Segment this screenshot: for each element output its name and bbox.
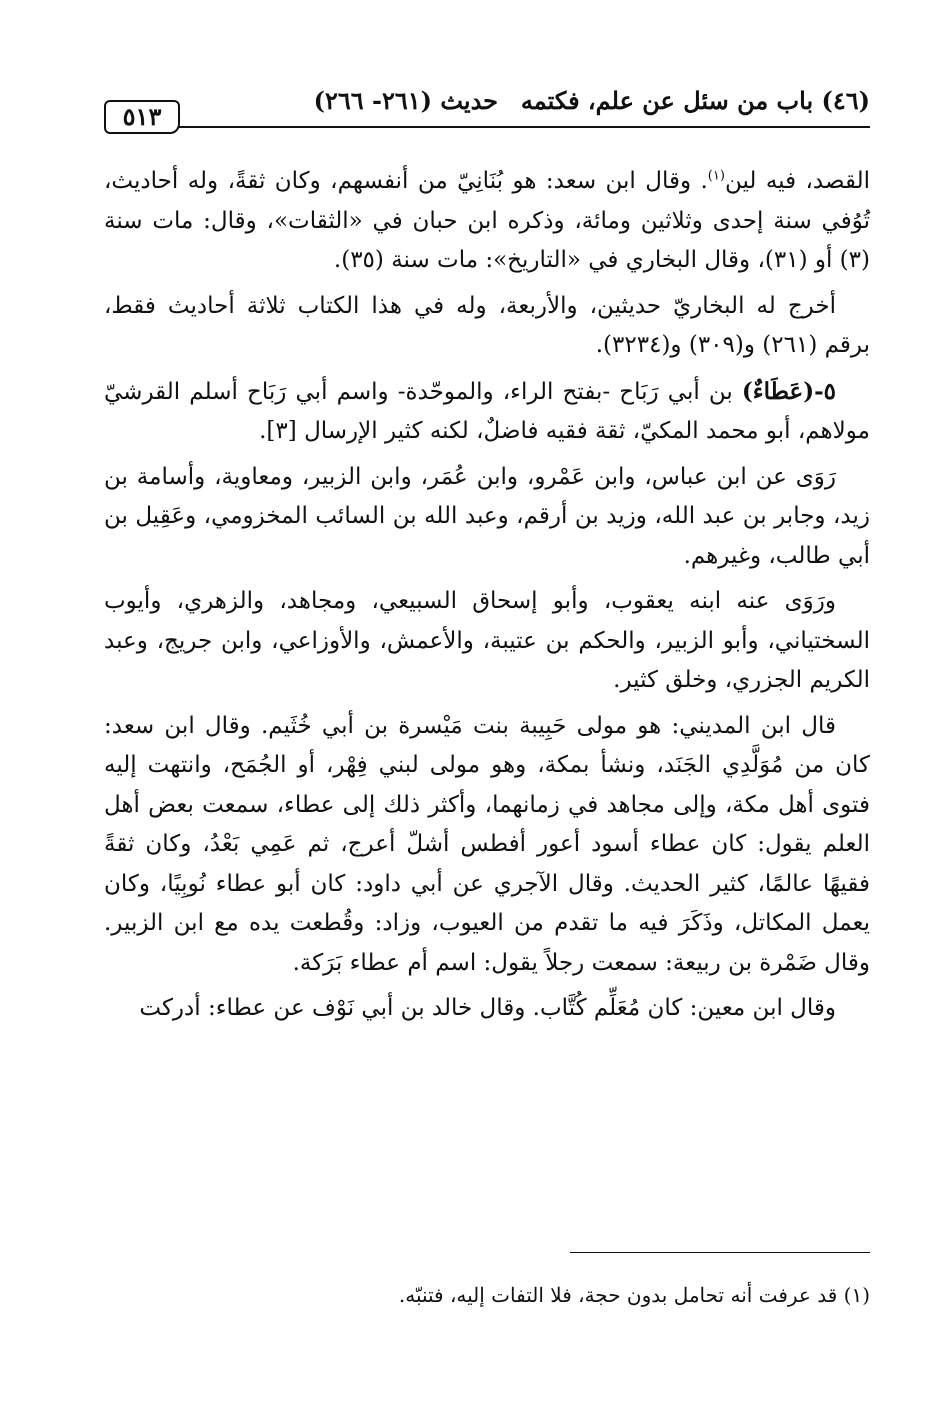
page-header bbox=[104, 86, 870, 146]
p1-text-before-note: القصد، فيه لين bbox=[724, 168, 870, 194]
narrator-description: بن أبي رَبَاح -بفتح الراء، والموحّدة- واسم أبي رَبَاح أسلم القرشيّ مولاهم، أبو محمد المكيّ، ثقة فقيه فاضلٌ، لكنه كثير الإرسال [٣]. bbox=[104, 378, 870, 444]
paragraph-1 bbox=[104, 162, 870, 281]
header-rule bbox=[174, 126, 870, 128]
narrator-name: (عَطَاءٌ) bbox=[741, 377, 815, 405]
paragraph-6: قال ابن المديني: هو مولى حَبِيبة بنت مَيْسرة بن أبي خُثَيم. وقال ابن سعد: كان من مُوَلَّدِي الجَنَد، ونشأ بمكة، وهو مولى لبني فِهْر، أو الجُمَح، وانتهت إليه فتوى أهل مكة، وإلى مجاهد في زمانهما، وأكثر ذلك إلى عطاء، سمعت بعض أهل العلم يقول: كان عطاء أسود أعور أفطس أشلّ أعرج، ثم عَمِي بَعْدُ، وكان ثقةً فقيهًا عالمًا، كثير الحديث. وقال الآجري عن أبي داود: كان أبو عطاء نُوبِيًا، وكان يعمل المكاتل، وذَكَرَ فيه ما تقدم من العيوب، وزاد: وقُطعت يده مع ابن الزبير. وقال ضَمْرة بن ربيعة: سمعت رجلاً يقول: اسم أم عطاء بَرَكة. bbox=[104, 712, 870, 976]
chapter-title: (٤٦) باب من سئل عن علم، فكتمه bbox=[520, 86, 870, 115]
narrator-number: ٥- bbox=[814, 377, 836, 405]
paragraph-4: رَوَى عن ابن عباس، وابن عَمْرو، وابن عُمَر، وابن الزبير، ومعاوية، وأسامة بن زيد، وجابر بن عبد الله، وزيد بن أرقم، وعبد الله بن السائب المخزومي، وعَقِيل بن أبي طالب، وغيرهم. bbox=[104, 463, 870, 569]
p1-text-after-note: . وقال ابن سعد: هو بُنَانِيّ من أنفسهم، وكان ثقةً، وله أحاديث، تُوُفي سنة إحدى وثلاثين ومائة، وذكره ابن حبان في «الثقات»، وقال: مات سنة (٣) أو (٣١)، وقال البخاري في «التاريخ»: مات سنة (٣٥). bbox=[104, 168, 870, 273]
page-number: ٥١٣ bbox=[104, 100, 180, 134]
body-text bbox=[104, 162, 870, 1035]
paragraph-2: أخرج له البخاريّ حديثين، والأربعة، وله في هذا الكتاب ثلاثة أحاديث فقط، برقم (٢٦١) و(٣٠٩) و(٣٢٣٤). bbox=[104, 292, 870, 358]
paragraph-5: ورَوَى عنه ابنه يعقوب، وأبو إسحاق السبيعي، ومجاهد، والزهري، وأيوب السختياني، وأبو الزبير، والحكم بن عتيبة، والأعمش، والأوزاعي، وابن جريج، وعبد الكريم الجزري، وخلق كثير. bbox=[104, 588, 870, 693]
footnote-rule bbox=[570, 1252, 870, 1253]
footnote-ref: (١) bbox=[707, 168, 725, 184]
paragraph-7: وقال ابن معين: كان مُعَلِّم كُتَّاب. وقال خالد بن أبي نَوْف عن عطاء: أدركت bbox=[139, 995, 836, 1021]
paragraph-3 bbox=[104, 372, 870, 452]
hadith-range: حديث (٢٦١- ٢٦٦) bbox=[313, 86, 498, 115]
footnote: (١) قد عرفت أنه تحامل بدون حجة، فلا التفات إليه، فتنبّه. bbox=[398, 1283, 870, 1307]
